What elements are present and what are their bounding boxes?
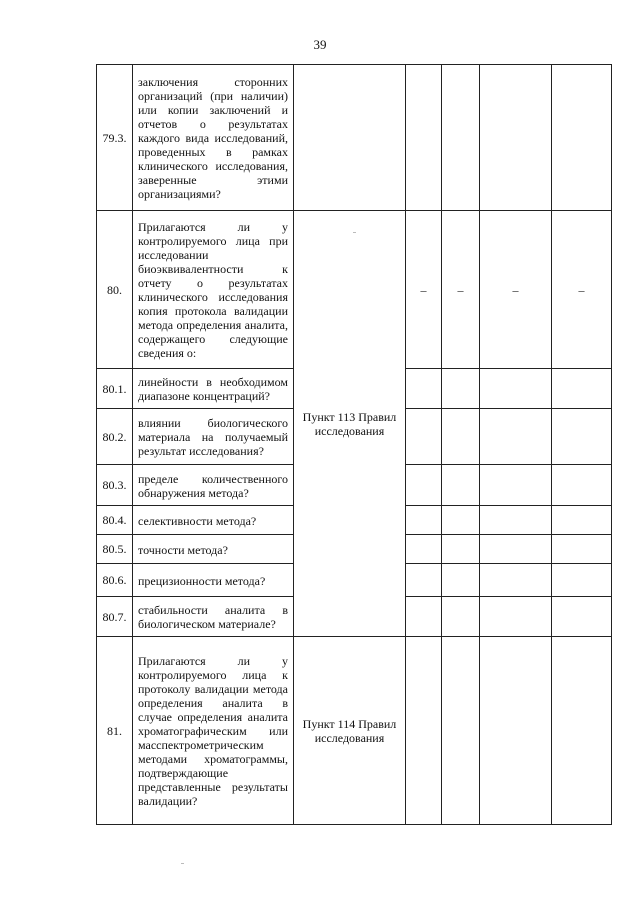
answer-no-cell [442, 637, 480, 825]
answer-yes-cell [406, 65, 442, 211]
question-text: заключения сторонних организаций (при наличии) или копии заключений и отчетов о результатах каждого вида исследований, проведенных в рамках клинического исследования, заверенные этими организациями? [133, 65, 294, 211]
answer-note-cell [552, 65, 612, 211]
row-number: 80.2. [97, 409, 133, 465]
answer-na-cell [480, 369, 552, 409]
row-number: 80.7. [97, 597, 133, 637]
answer-no-cell [442, 535, 480, 564]
answer-note-cell [552, 409, 612, 465]
reference-cell [294, 65, 406, 211]
answer-yes-cell [406, 465, 442, 506]
answer-na-cell [480, 535, 552, 564]
answer-note-cell [552, 506, 612, 535]
answer-yes-cell [406, 409, 442, 465]
answer-no-cell [442, 506, 480, 535]
answer-no-cell [442, 465, 480, 506]
scan-speck [181, 863, 184, 864]
answer-no-cell [442, 564, 480, 597]
answer-no-cell [442, 409, 480, 465]
row-number: 80.3. [97, 465, 133, 506]
question-text: прецизионности метода? [133, 564, 294, 597]
answer-note-cell [552, 369, 612, 409]
answer-yes-cell [406, 535, 442, 564]
answer-note-cell [552, 564, 612, 597]
row-number: 80.5. [97, 535, 133, 564]
answer-note-cell: – [552, 211, 612, 369]
answer-no-cell [442, 65, 480, 211]
row-number: 79.3. [97, 65, 133, 211]
page-number: 39 [313, 37, 327, 52]
checklist-table [96, 64, 612, 825]
scan-speck [353, 232, 356, 233]
answer-note-cell [552, 465, 612, 506]
row-number: 80.4. [97, 506, 133, 535]
table-row [97, 211, 612, 369]
question-text: Прилагаются ли у контролируемого лица при исследовании биоэквивалентности к отчету о результатах клинического исследования копия протокола валидации метода определения аналита, содержащего следующие сведения о: [133, 211, 294, 369]
answer-na-cell [480, 564, 552, 597]
answer-na-cell [480, 465, 552, 506]
reference-cell: Пункт 114 Правил исследования [294, 637, 406, 825]
answer-yes-cell [406, 564, 442, 597]
question-text: селективности метода? [133, 506, 294, 535]
answer-yes-cell [406, 597, 442, 637]
row-number: 80. [97, 211, 133, 369]
row-number: 80.1. [97, 369, 133, 409]
reference-cell: Пункт 113 Правил исследования [294, 211, 406, 637]
answer-na-cell [480, 506, 552, 535]
answer-no-cell [442, 369, 480, 409]
answer-note-cell [552, 637, 612, 825]
question-text: линейности в необходимом диапазоне концентраций? [133, 369, 294, 409]
row-number: 80.6. [97, 564, 133, 597]
answer-yes-cell [406, 506, 442, 535]
question-text: влиянии биологического материала на получаемый результат исследования? [133, 409, 294, 465]
answer-no-cell: – [442, 211, 480, 369]
answer-na-cell [480, 597, 552, 637]
answer-na-cell [480, 409, 552, 465]
question-text: точности метода? [133, 535, 294, 564]
answer-yes-cell [406, 369, 442, 409]
answer-yes-cell [406, 637, 442, 825]
question-text: стабильности аналита в биологическом материале? [133, 597, 294, 637]
answer-na-cell [480, 65, 552, 211]
question-text: пределе количественного обнаружения метода? [133, 465, 294, 506]
table-row [97, 65, 612, 211]
answer-no-cell [442, 597, 480, 637]
answer-na-cell [480, 637, 552, 825]
question-text: Прилагаются ли у контролируемого лица к протоколу валидации метода определения аналита в случае определения аналита хроматографическим или масспектрометрическим методами хроматограммы, подтверждающие представленные результаты валидации? [133, 637, 294, 825]
answer-note-cell [552, 535, 612, 564]
table-row [97, 637, 612, 825]
answer-yes-cell: – [406, 211, 442, 369]
row-number: 81. [97, 637, 133, 825]
answer-note-cell [552, 597, 612, 637]
answer-na-cell: – [480, 211, 552, 369]
